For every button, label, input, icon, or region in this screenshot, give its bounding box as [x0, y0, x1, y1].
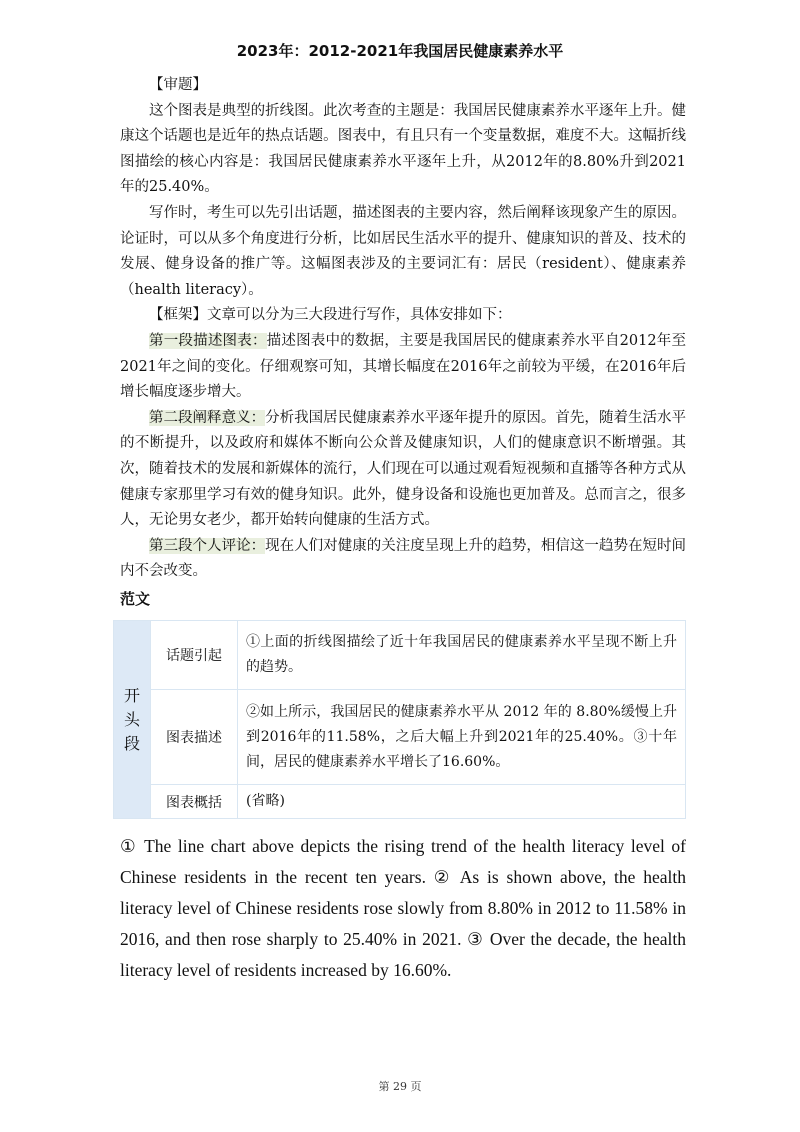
page-title: 2023年：2012-2021年我国居民健康素养水平: [236, 42, 564, 60]
framework-para3-title: 第三段个人评论：: [149, 537, 266, 554]
row-label: 图表概括: [151, 785, 238, 819]
analysis-section: [120, 73, 686, 585]
sample-outline-table: [113, 620, 686, 819]
row-label: 话题引起: [151, 621, 238, 690]
framework-paragraph-1: [120, 329, 686, 406]
framework-para3-text: 现在人们对健康的关注度呈现上升的趋势，相信这一趋势在短时间内不会改变。: [120, 537, 687, 580]
analysis-paragraph-1: 这个图表是典型的折线图。此次考查的主题是：我国居民健康素养水平逐年上升。健康这个话题也是近年的热点话题。图表中，有且只有一个变量数据，难度不大。这幅折线图描绘的核心内容是：我国居民健康素养水平逐年上升，从2012年的8.80%升到2021年的25.40%。: [120, 102, 686, 196]
english-sample-paragraph: ① The line chart above depicts the rising trend of the health literacy level of Chinese residents in the recent ten years. ② As is shown above, the health literacy level of Chinese residents rose slowly from 8.80% in 2012 to 11.58% in 2016, and then rose sharply to 25.40% in 2021. ③ Over the decade, the health literacy level of residents increased by 16.60%.: [120, 836, 686, 980]
row-text: (省略): [238, 785, 686, 819]
sample-heading: 范文: [120, 590, 151, 608]
row-text: ②如上所示，我国居民的健康素养水平从 2012 年的 8.80%缓慢上升到2016年的11.58%，之后大幅上升到2021年的25.40%。③十年间，居民的健康素养水平增长了16.60%。: [238, 690, 686, 785]
framework-paragraph-2: [120, 406, 686, 534]
table-row: [114, 690, 686, 785]
framework-intro-line: [120, 303, 686, 329]
table-row: [114, 621, 686, 690]
framework-para1-text: 描述图表中的数据，主要是我国居民的健康素养水平自2012年至2021年之间的变化。仔细观察可知，其增长幅度在2016年之前较为平缓，在2016年后增长幅度逐步增大。: [120, 332, 686, 401]
analysis-label: 【审题】: [149, 77, 207, 93]
row-label: 图表描述: [151, 690, 238, 785]
framework-paragraph-3: [120, 534, 686, 585]
framework-para2-title: 第二段阐释意义：: [149, 409, 266, 426]
framework-intro: 文章可以分为三大段进行写作，具体安排如下：: [207, 307, 512, 324]
side-label: 开头段: [124, 685, 141, 753]
analysis-paragraph-2: 写作时，考生可以先引出话题，描述图表的主要内容，然后阐释该现象产生的原因。论证时，可以从多个角度进行分析，比如居民生活水平的提升、健康知识的普及、技术的发展、健身设备的推广等。这幅图表涉及的主要词汇有：居民（resident）、健康素养（health literacy）。: [120, 204, 686, 298]
framework-para1-title: 第一段描述图表：: [149, 332, 267, 349]
side-label-cell: [114, 621, 151, 819]
row-text: ①上面的折线图描绘了近十年我国居民的健康素养水平呈现不断上升的趋势。: [238, 621, 686, 690]
table-row: [114, 785, 686, 819]
page-number: 第 29 页: [378, 1080, 422, 1093]
framework-para2-text: 分析我国居民健康素养水平逐年提升的原因。首先，随着生活水平的不断提升，以及政府和媒体不断向公众普及健康知识，人们的健康意识不断增强。其次，随着技术的发展和新媒体的流行，人们现在可以通过观看短视频和直播等各种方式从健康专家那里学习有效的健身知识。此外，健身设备和设施也更加普及。总而言之，很多人，无论男女老少，都开始转向健康的生活方式。: [120, 409, 687, 529]
framework-label: 【框架】: [149, 307, 207, 324]
